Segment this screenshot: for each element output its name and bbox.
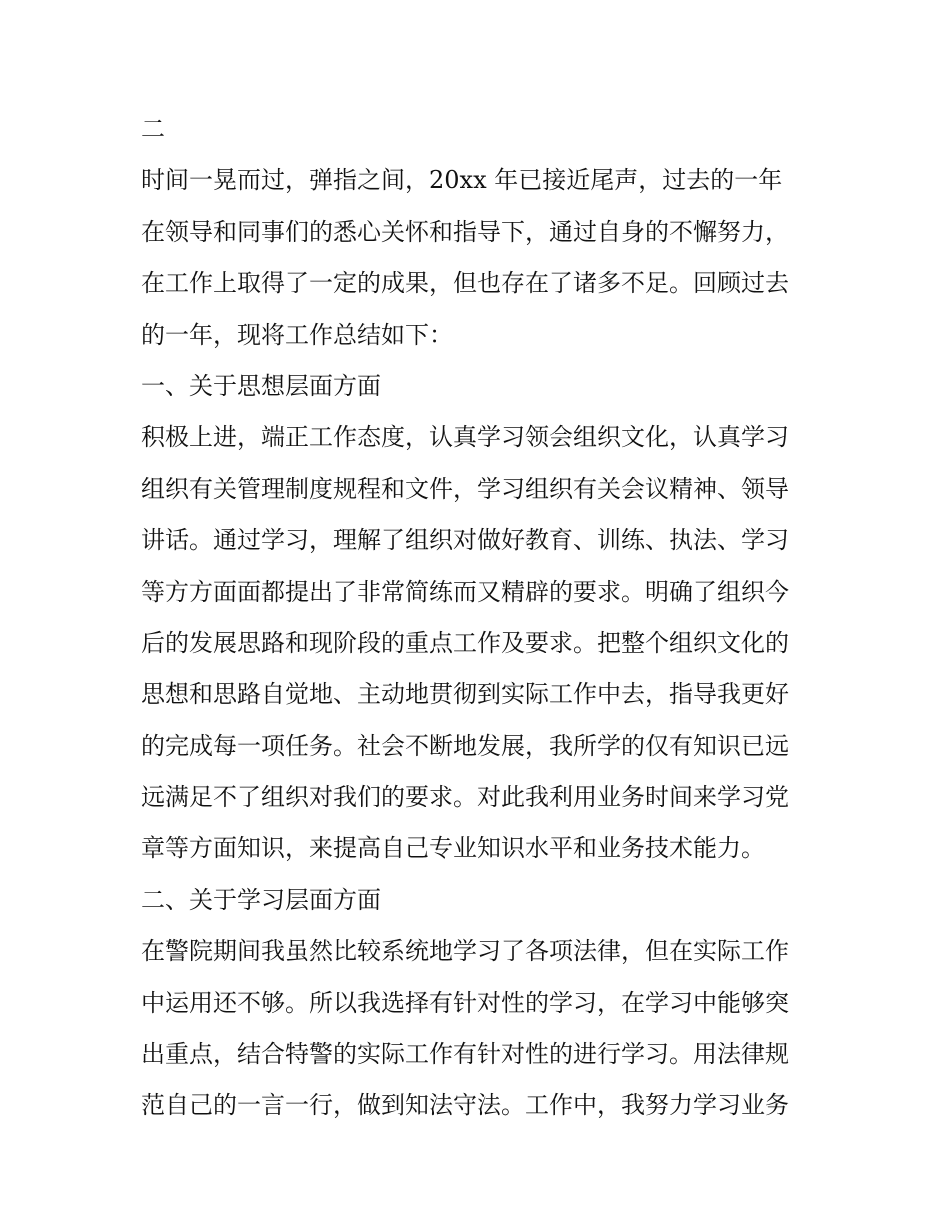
section-number: 二 (141, 115, 165, 143)
paragraph-line: 时间一晃而过，弹指之间，20xx 年已接近尾声，过去的一年 (141, 166, 783, 195)
paragraph-line: 出重点，结合特警的实际工作有针对性的进行学习。用法律规 (141, 1040, 789, 1069)
heading-study: 二、关于学习层面方面 (141, 885, 381, 914)
paragraph-line: 章等方面知识，来提高自己专业知识水平和业务技术能力。 (141, 834, 765, 863)
paragraph-line: 远满足不了组织对我们的要求。对此我利用业务时间来学习党 (141, 783, 789, 812)
paragraph-line: 在警院期间我虽然比较系统地学习了各项法律，但在实际工作 (141, 937, 789, 966)
paragraph-line: 后的发展思路和现阶段的重点工作及要求。把整个组织文化的 (141, 628, 789, 657)
paragraph-line: 积极上进，端正工作态度，认真学习领会组织文化，认真学习 (141, 423, 789, 452)
paragraph-line: 思想和思路自觉地、主动地贯彻到实际工作中去，指导我更好 (141, 680, 789, 709)
paragraph-line: 的一年，现将工作总结如下： (141, 320, 453, 349)
paragraph-line: 在工作上取得了一定的成果，但也存在了诸多不足。回顾过去 (141, 269, 789, 298)
paragraph-line: 的完成每一项任务。社会不断地发展，我所学的仅有知识已远 (141, 731, 789, 760)
paragraph-line: 范自己的一言一行，做到知法守法。工作中，我努力学习业务 (141, 1091, 789, 1120)
paragraph-line: 中运用还不够。所以我选择有针对性的学习，在学习中能够突 (141, 988, 789, 1017)
paragraph-line: 组织有关管理制度规程和文件，学习组织有关会议精神、领导 (141, 474, 789, 503)
paragraph-line: 在领导和同事们的悉心关怀和指导下，通过自身的不懈努力， (141, 217, 789, 246)
paragraph-line: 讲话。通过学习，理解了组织对做好教育、训练、执法、学习 (141, 526, 789, 555)
document-body (141, 104, 831, 1132)
heading-ideology: 一、关于思想层面方面 (141, 371, 381, 400)
paragraph-line: 等方方面面都提出了非常简练而又精辟的要求。明确了组织今 (141, 577, 789, 606)
